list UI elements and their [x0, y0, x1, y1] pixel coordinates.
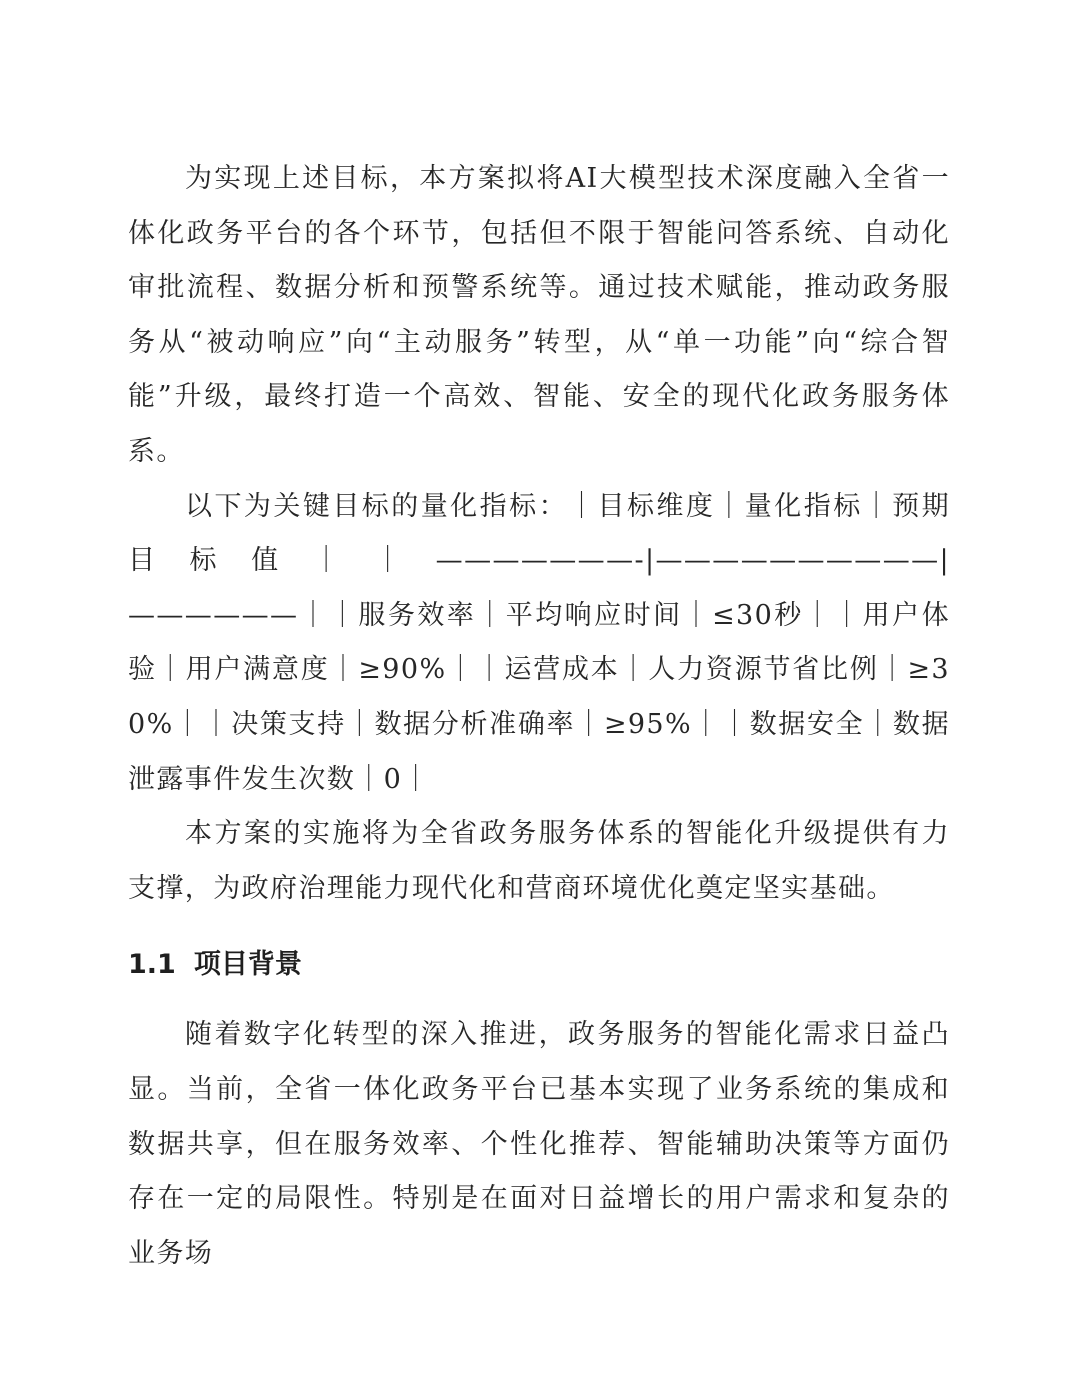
paragraph-quantified-targets: 以下为关键目标的量化指标：｜目标维度｜量化指标｜预期目标值｜｜———————-|——————————|——————｜｜服务效率｜平均响应时间｜≤30秒｜｜用户体验｜用户满意度｜≥90%｜｜运营成本｜人力资源节省比例｜≥30%｜｜决策支持｜数据分析准确率｜≥95%｜｜数据安全｜数据泄露事件发生次数｜0｜ — [128, 490, 950, 795]
section-number: 1.1 — [128, 949, 176, 981]
paragraph-implementation-impact: 本方案的实施将为全省政务服务体系的智能化升级提供有力支撑，为政府治理能力现代化和营商环境优化奠定坚实基础。 — [128, 818, 950, 904]
section-title: 项目背景 — [193, 949, 302, 981]
paragraph-project-background: 随着数字化转型的深入推进，政务服务的智能化需求日益凸显。当前，全省一体化政务平台已基本实现了业务系统的集成和数据共享，但在服务效率、个性化推荐、智能辅助决策等方面仍存在一定的局限性。特别是在面对日益增长的用户需求和复杂的业务场 — [128, 1019, 950, 1269]
paragraph-goal-statement: 为实现上述目标，本方案拟将AI大模型技术深度融入全省一体化政务平台的各个环节，包括但不限于智能问答系统、自动化审批流程、数据分析和预警系统等。通过技术赋能，推动政务服务从“被动响应”向“主动服务”转型，从“单一功能”向“综合智能”升级，最终打造一个高效、智能、安全的现代化政务服务体系。 — [128, 163, 950, 467]
document-body — [128, 152, 950, 1281]
section-heading — [128, 945, 950, 985]
